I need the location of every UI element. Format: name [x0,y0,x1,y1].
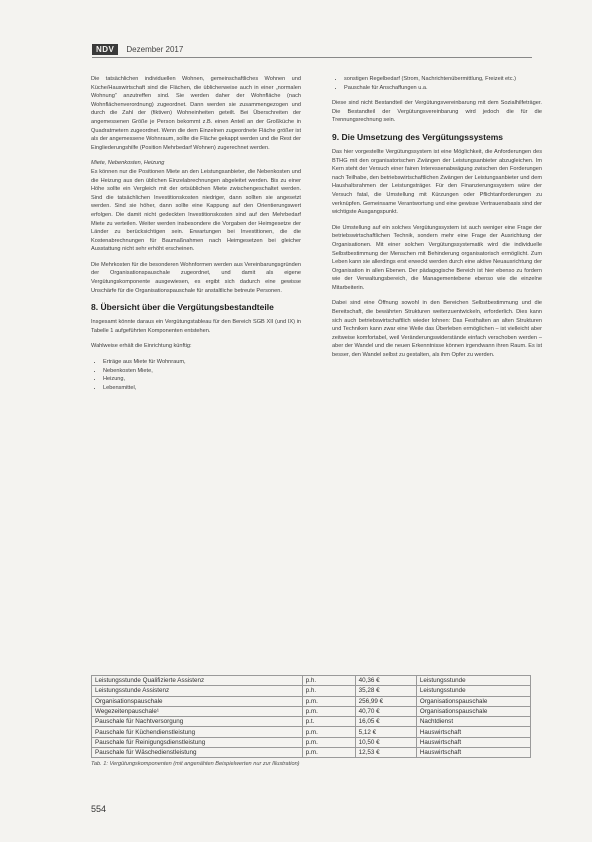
paragraph: Die tatsächlichen individuellen Wohnen, gemeinschaftliches Wohnen und Küche/Hauswirtschaft sind die Flächen, die üblicherweise auch in einer „normalen Wohnung“ anzutreffen sind. Sie werden daher der Wohnfläche (nach Wohnflächenverordnung) zugeordnet. Dann werden sie zusammengezogen und durch die Zahl der (fiktiven) Wohneinheiten geteilt. Bei Überschreiten der angemessenen Größe je Person bekommt z.B. einen Anteil an der Großküche in Quadratmetern zugeordnet. Wenn die dem Einzelnen zugeordnete Fläche größer ist als der angemessene Wohnraum, sollte die Fläche gekappt werden und die Rest der Eingliederungshilfe (Position Mehrbedarf Wohnen) zugerechnet werden. [91,76,301,151]
table-cell: Nachtdienst [416,717,530,727]
table-row [92,686,531,696]
table-cell: 35,28 € [355,686,416,696]
table-row [92,676,531,686]
section-heading-9: 9. Die Umsetzung des Vergütungssystems [332,131,503,142]
table-cell: Hauswirtschaft [416,737,530,747]
table-cell: p.m. [302,748,355,758]
table-cell: 5,12 € [355,727,416,737]
table-row [92,706,531,716]
table-cell: Leistungsstunde [416,686,530,696]
list-item: • Pauschale für Anschaffungen u.a. [344,84,542,93]
section-heading-8: 8. Übersicht über die Vergütungsbestandteile [91,302,274,313]
list-item: • Nebenkosten Miete, [103,367,301,376]
bullet-list [332,75,542,92]
paragraph: Wahlweise erhält die Einrichtung künftig: [91,343,192,350]
table-cell: Pauschale für Küchendienstleistung [92,727,303,737]
table-row [92,696,531,706]
table-cell: Leistungsstunde [416,676,530,686]
header-rule [92,57,532,58]
table-cell: 256,99 € [355,696,416,706]
table-cell: p.h. [302,676,355,686]
table-cell: Organisationspauschale [416,696,530,706]
table-cell: Organisationspauschale [416,706,530,716]
table [91,675,531,758]
right-column [332,75,542,367]
table-cell: p.h. [302,686,355,696]
table-cell: p.m. [302,727,355,737]
list-item: • Heizung, [103,375,301,384]
compensation-table [91,675,531,767]
subheading-miete: Miete, Nebenkosten, Heizung [91,160,165,167]
paragraph: Es können nur die Positionen Miete an den Leistungsanbieter, die Nebenkosten und die Heizung aus den üblichen Einzelabrechnungen abgeleitet werden. Bis zu einer Höhe sollte ein Vergleich mit der ortsüblichen Miete zwischengeschaltet werden. Sind die tatsächlichen Investitionskosten niedriger, dann sollten sie angesetzt werden. Sind sie höher, dann sollte eine Kappung auf den Orientierungswert erfolgen. Die damit nicht gedeckten Investitionskosten sind auf den Mehrbedarf Miete zu verteilen. Weiter werden insbesondere die Vorgaben der Heimgesetze der Länder zu berücksichtigen sein. Erwartungen bei Investitionen, die die Kostenabrechnungen für Baumaßnahmen nach Heimgesetzen bei gleicher Ausstattung nicht sehr erhöht erscheinen. [91,168,301,253]
table-cell: 40,70 € [355,706,416,716]
table-cell: Leistungsstunde Assistenz [92,686,303,696]
table-cell: 40,36 € [355,676,416,686]
paragraph: Insgesamt könnte daraus ein Vergütungstableau für den Bereich SGB XII (und IX) in Tabelle 1 aufgeführten Komponenten entstehen. [91,319,301,334]
paragraph: Das hier vorgestellte Vergütungssystem ist eine Möglichkeit, die Anforderungen des BTHG mit den organisatorischen Zwängen der Leistungsanbieter abzugleichen. Im Kern steht der Versuch einer fairen Interessenabwägung zwischen den Forderungen nach Teilhabe, den betriebswirtschaftlichen Zwängen der Leistungsanbieter und dem Haushaltsrahmen der Leistungsträger. Für den Finanzierungssystem wäre der Versuch fatal, die Umstellung mit Kürzungen oder Pflichtanforderungen zu verknüpfen. Gemeinsame Verantwortung und eine gewisse Vertrauensbasis sind der wichtigste Ausgangspunkt. [332,148,542,216]
table-row [92,748,531,758]
issue-date: Dezember 2017 [126,44,184,54]
list-item: • Erträge aus Miete für Wohnraum, [103,358,301,367]
table-row [92,727,531,737]
table-cell: p.m. [302,706,355,716]
page-header [92,42,532,56]
table-cell: 12,53 € [355,748,416,758]
table-cell: p.t. [302,717,355,727]
table-cell: 10,50 € [355,737,416,747]
table-caption: Tab. 1: Vergütungskomponenten (mit angenähten Beispielwerten nur zur Illustration) [91,761,300,768]
table-cell: Wegezeitenpauschale¹ [92,706,303,716]
table-row [92,717,531,727]
paragraph: Die Umstellung auf ein solches Vergütungssystem ist auch weniger eine Frage der betriebswirtschaftlichen Technik, sondern mehr eine Frage der Ausrichtung der Organisationen. Mit einer solchen Vergütungssystematik wird die individuelle Selbstbestimmung der Menschen mit Behinderung organisatorisch ermöglicht. Zum Leben kann sie allerdings erst erweckt werden durch eine aktive Neuausrichtung der Organisation in allen Ebenen. Der pädagogische Bereich ist hier ebenso zu fordern wie der Verwaltungsbereich, die Managementebene ebenso wie die einzelne Mitarbeiterin. [332,224,542,291]
paragraph: Dabei sind eine Öffnung sowohl in den Bereichen Selbstbestimmung und die Bereitschaft, die bewährten Strukturen weiterzuentwickeln, erforderlich. Dies kann sich auch betriebswirtschaftlich wieder lohnen: Das Festhalten an alten Strukturen und Techniken kann zwar eine Weile das Überleben ermöglichen – ist vielleicht aber zeitweise komfortabel, weil Veränderungswiderstände einfach verschoben werden – aber der Wandel und die neuen Erkenntnisse können irgendwann ihren Raum. Es ist besser, den Wandel selbst zu gestalten, als ihm Opfer zu werden. [332,300,542,359]
table-row [92,737,531,747]
bullet-list [91,358,301,392]
table-cell: p.m. [302,737,355,747]
table-cell: Hauswirtschaft [416,748,530,758]
paragraph: Die Mehrkosten für die besonderen Wohnformen werden aus Vereinbarungsgründen der Organisationspauschale zugeordnet, und damit als eigene Vergütungskomponente ausgewiesen, es ergibt sich dadurch eine gewisse Unschärfe für die Organisationspauschale für anstaltliche betreute Personen. [91,261,301,294]
list-item: • Lebensmittel, [103,384,301,393]
table-cell: Organisationspauschale [92,696,303,706]
table-cell: Pauschale für Nachtversorgung [92,717,303,727]
table-cell: Hauswirtschaft [416,727,530,737]
table-cell: 16,05 € [355,717,416,727]
list-item: • sonstigen Regelbedarf (Strom, Nachrichtenübermittlung, Freizeit etc.) [344,75,542,84]
page-number: 554 [91,804,107,814]
table-cell: Leistungsstunde Qualifizierte Assistenz [92,676,303,686]
table-cell: Pauschale für Wäschedienstleistung [92,748,303,758]
table-cell: Pauschale für Reinigungsdienstleistung [92,737,303,747]
left-column [91,75,301,399]
journal-logo: NDV [92,44,118,55]
paragraph: Diese sind nicht Bestandteil der Vergütungsvereinbarung mit dem Sozialhilfeträger. Die Bestandteil der Vergütungsvereinbarung wird jedoch die für die Trennungsrechnung sein. [332,100,542,124]
table-cell: p.m. [302,696,355,706]
